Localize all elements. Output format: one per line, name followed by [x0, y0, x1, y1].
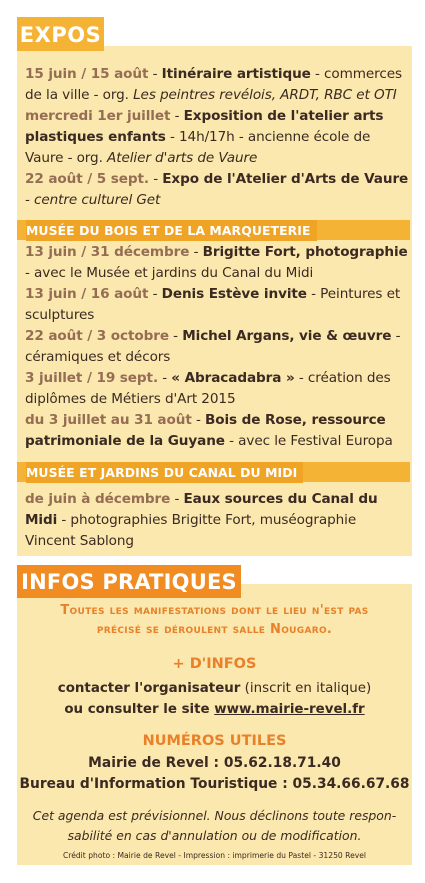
entry-date: 15 juin / 15 août — [25, 66, 149, 82]
entry-title: Denis Estève invite — [161, 286, 307, 302]
entry-title: Exposition de l'atelier arts plastiques enfants — [25, 108, 384, 145]
entry-details: - — [168, 328, 183, 344]
entry-title: Eaux sources du Canal du Midi — [25, 491, 378, 528]
entry-date: de juin à décembre — [25, 491, 171, 507]
musee-bois-entry — [25, 368, 410, 410]
entry-details: Atelier d'arts de Vaure — [107, 150, 258, 166]
musee-canal-heading — [17, 462, 410, 482]
entry-details: - céramiques et décors — [25, 328, 401, 365]
entry-details: - Peintures et sculptures — [25, 286, 401, 323]
entry-details: - — [170, 491, 184, 507]
section-heading-text: MUSÉE DU BOIS ET DE LA MARQUETERIE — [26, 220, 317, 241]
musee-bois-heading — [17, 220, 410, 240]
entry-details: - commerces de la ville - org. — [25, 66, 402, 103]
contact-bold: contacter l'organisateur — [57, 681, 241, 696]
expos-entry — [25, 64, 410, 106]
disclaimer — [17, 806, 412, 846]
expos-entries — [25, 64, 410, 211]
entry-details: - — [148, 286, 162, 302]
entry-date: 22 août / 3 octobre — [25, 328, 169, 344]
entry-details: - avec le Musée et jardins du Canal du Midi — [25, 265, 314, 281]
disclaimer-line: Cet agenda est prévisionnel. Nous déclinons toute respon- — [32, 808, 397, 823]
entry-details: - — [191, 412, 205, 428]
musee-bois-entries — [25, 242, 410, 452]
entry-date: 13 juin / 16 août — [25, 286, 149, 302]
entry-date: 3 juillet / 19 sept. — [25, 370, 159, 386]
entry-date: du 3 juillet au 31 août — [25, 412, 192, 428]
bureau-label: Bureau d'Information Touristique : — [19, 776, 293, 792]
numeros-heading: NUMÉROS UTILES — [142, 733, 287, 749]
musee-canal-entries — [25, 489, 410, 552]
entry-details: - — [148, 66, 162, 82]
entry-details: - avec le Festival Europa — [224, 433, 393, 449]
entry-details: centre culturel Get — [34, 192, 161, 208]
plus-infos-heading: + D'INFOS — [172, 656, 257, 672]
entry-details: Les peintres revélois, ARDT, RBC et OTI — [133, 87, 397, 103]
contact-rest: (inscrit en italique) — [240, 681, 372, 696]
bureau-phone: 05.34.66.67.68 — [292, 776, 410, 792]
musee-canal-entry — [25, 489, 410, 552]
mairie-phone: 05.62.18.71.40 — [223, 755, 341, 771]
expos-entry — [25, 106, 410, 169]
contact-line — [17, 678, 412, 699]
site-line — [17, 699, 412, 720]
infos-tab: INFOS PRATIQUES — [17, 565, 241, 598]
entry-details: - — [158, 370, 172, 386]
musee-bois-entry — [25, 326, 410, 368]
venue-notice-line: Toutes les manifestations dont le lieu n'est pas — [60, 603, 369, 618]
entry-details: - photographies Brigitte Fort, muséographie Vincent Sablong — [25, 512, 357, 549]
entry-details: - — [189, 244, 203, 260]
entry-date: 13 juin / 31 décembre — [25, 244, 190, 260]
venue-notice-line: précisé se déroulent salle Nougaro. — [96, 622, 333, 637]
entry-details: - création des diplômes de Métiers d'Art 2015 — [25, 370, 391, 407]
bureau-line — [17, 774, 412, 795]
expos-entry — [25, 169, 410, 211]
entry-title: Expo de l'Atelier d'Arts de Vaure — [162, 171, 409, 187]
entry-details: - — [25, 192, 35, 208]
musee-bois-entry — [25, 410, 410, 452]
musee-bois-entry — [25, 242, 410, 284]
expos-tab: EXPOS — [17, 17, 104, 51]
entry-title: Bois de Rose, ressource patrimoniale de la Guyane — [25, 412, 386, 449]
entry-title: Itinéraire artistique — [161, 66, 311, 82]
entry-date: 22 août / 5 sept. — [25, 171, 149, 187]
entry-date: mercredi 1er juillet — [25, 108, 171, 124]
disclaimer-line: sabilité en cas d'annulation ou de modification. — [67, 828, 362, 843]
site-text: ou consulter le site — [64, 702, 215, 717]
musee-bois-entry — [25, 284, 410, 326]
mairie-line — [17, 753, 412, 774]
entry-title: Brigitte Fort, photographie — [202, 244, 408, 260]
entry-title: Michel Argans, vie & œuvre — [182, 328, 392, 344]
entry-details: - — [148, 171, 163, 187]
venue-notice — [17, 601, 412, 639]
site-link[interactable]: www.mairie-revel.fr — [214, 702, 365, 717]
section-heading-text: MUSÉE ET JARDINS DU CANAL DU MIDI — [26, 462, 303, 483]
entry-details: - — [170, 108, 184, 124]
entry-title: « Abracadabra » — [171, 370, 295, 386]
mairie-label: Mairie de Revel : — [88, 755, 224, 771]
entry-details: - 14h/17h - ancienne école de Vaure - org. — [25, 129, 371, 166]
credit-line: Crédit photo : Mairie de Revel - Impression : imprimerie du Pastel - 31250 Revel — [62, 851, 367, 860]
